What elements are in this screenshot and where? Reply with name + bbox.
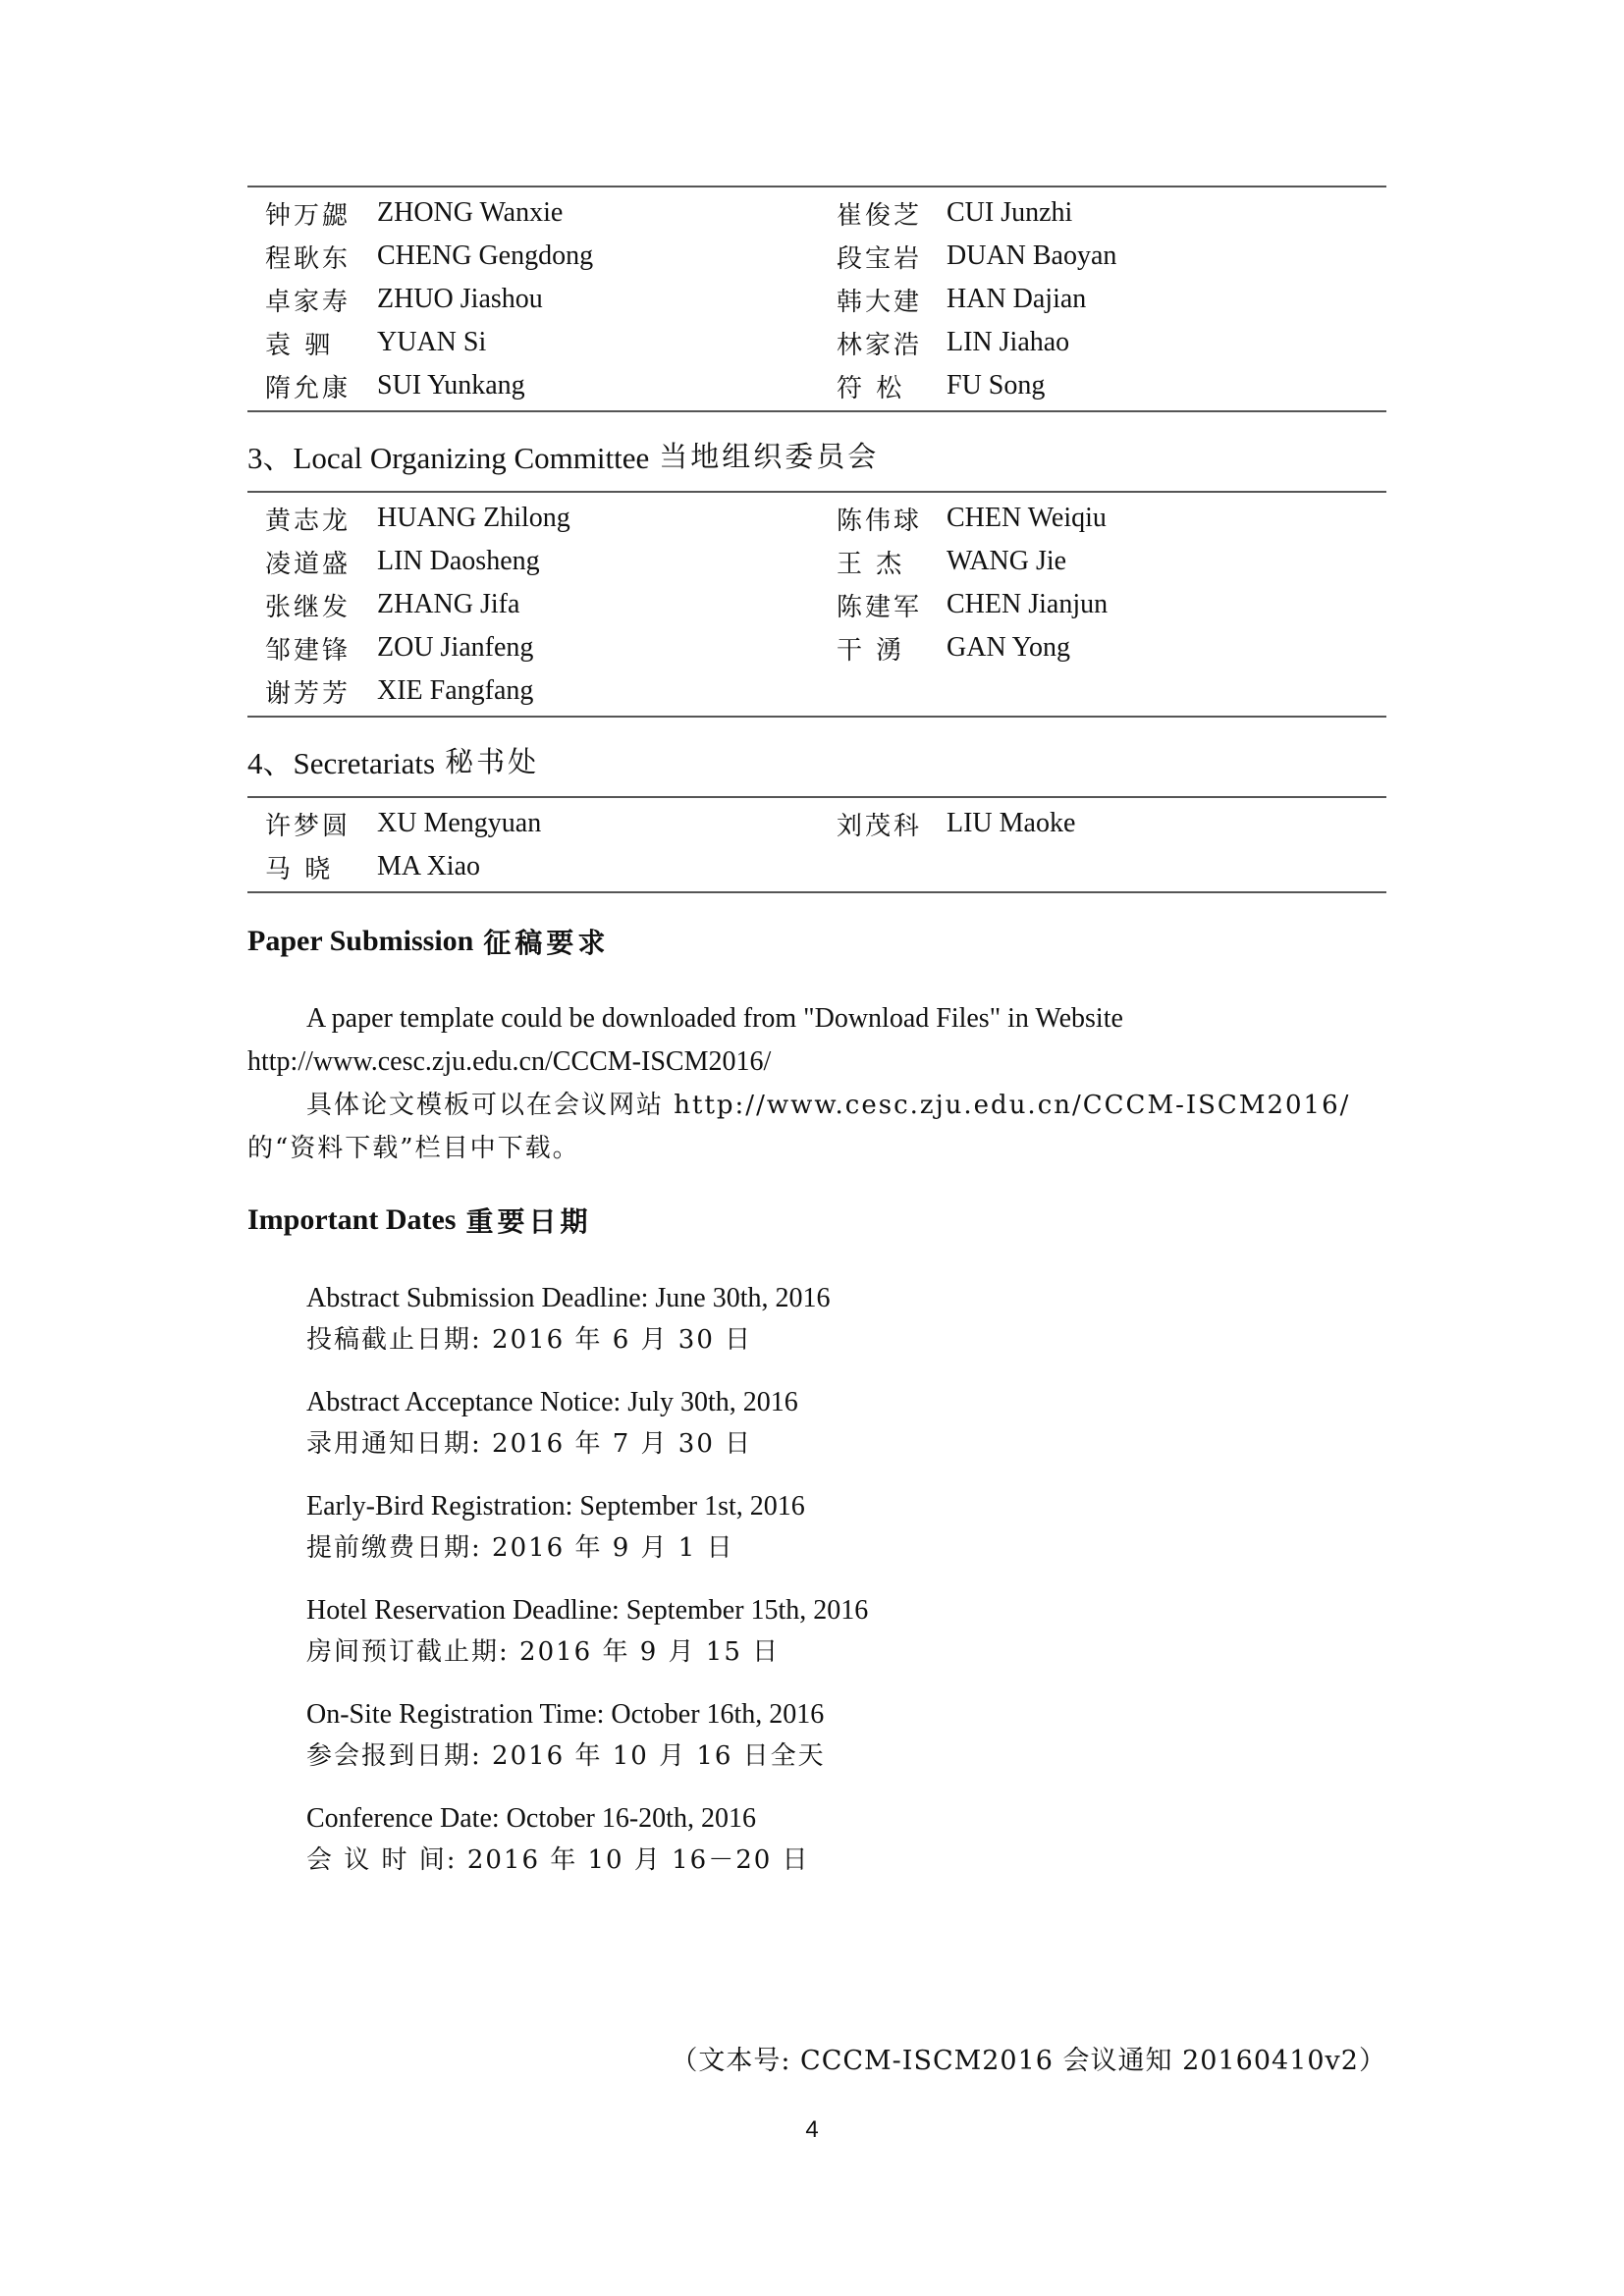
name-cn: 干 湧 bbox=[837, 635, 905, 666]
name-cn: 凌道盛 bbox=[265, 549, 352, 579]
table-row bbox=[247, 364, 1386, 407]
table-row bbox=[247, 278, 1386, 321]
date-item bbox=[247, 1486, 1386, 1569]
paper-submission-heading-en: Paper Submission bbox=[247, 925, 474, 957]
date-item-cn: 参会报到日期: 2016 年 10 月 16 日全天 bbox=[306, 1741, 826, 1771]
name-cn: 韩大建 bbox=[837, 287, 923, 317]
name-en: CHEN Weiqiu bbox=[947, 503, 1107, 533]
name-en: LIU Maoke bbox=[947, 808, 1076, 838]
date-item-en: Early-Bird Registration: September 1st, 2016 bbox=[306, 1491, 805, 1522]
name-en: GAN Yong bbox=[947, 632, 1071, 663]
paper-submission-heading-cn: 征稿要求 bbox=[483, 927, 610, 959]
name-en: WANG Jie bbox=[947, 546, 1067, 576]
name-en: ZHUO Jiashou bbox=[377, 284, 543, 314]
local-committee-heading-cn: 当地组织委员会 bbox=[659, 439, 880, 473]
date-item-cn: 房间预订截止期: 2016 年 9 月 15 日 bbox=[306, 1637, 781, 1667]
name-cn: 钟万勰 bbox=[265, 200, 352, 231]
name-en: CUI Junzhi bbox=[947, 197, 1073, 228]
date-item-en: Abstract Acceptance Notice: July 30th, 2016 bbox=[306, 1387, 798, 1417]
date-item-en: Hotel Reservation Deadline: September 15th, 2016 bbox=[306, 1595, 869, 1626]
name-cn: 陈伟球 bbox=[837, 506, 923, 536]
name-en: YUAN Si bbox=[377, 327, 487, 357]
date-item-en: Abstract Submission Deadline: June 30th, 2016 bbox=[306, 1283, 831, 1313]
local-committee-table bbox=[247, 491, 1386, 718]
name-en: CHEN Jianjun bbox=[947, 589, 1109, 619]
date-item-cn: 会 议 时 间: 2016 年 10 月 16－20 日 bbox=[306, 1845, 810, 1875]
name-en: ZOU Jianfeng bbox=[377, 632, 534, 663]
page-content bbox=[247, 186, 1386, 1902]
name-cn: 符 松 bbox=[837, 373, 905, 403]
paper-submission-cn: 具体论文模板可以在会议网站 http://www.cesc.zju.edu.cn/CCCM-ISCM2016/的“资料下载”栏目中下载。 bbox=[247, 1091, 1351, 1163]
name-cn: 程耿东 bbox=[265, 243, 352, 274]
table-row bbox=[247, 583, 1386, 626]
name-en: ZHANG Jifa bbox=[377, 589, 520, 619]
name-cn: 隋允康 bbox=[265, 373, 352, 403]
secretariats-heading-en: 4、Secretariats bbox=[247, 745, 436, 780]
local-committee-heading bbox=[247, 430, 1386, 479]
name-cn: 卓家寿 bbox=[265, 287, 352, 317]
name-cn: 崔俊芝 bbox=[837, 200, 923, 231]
paper-submission-en-line1: A paper template could be downloaded from "Download Files" in Website bbox=[306, 1003, 1123, 1034]
secretariats-heading-cn: 秘书处 bbox=[445, 744, 540, 778]
name-cn: 陈建军 bbox=[837, 592, 923, 622]
date-item-cn: 提前缴费日期: 2016 年 9 月 1 日 bbox=[306, 1533, 734, 1563]
table-row bbox=[247, 235, 1386, 278]
local-committee-heading-en: 3、Local Organizing Committee bbox=[247, 440, 650, 475]
important-dates-heading-cn: 重要日期 bbox=[465, 1205, 592, 1238]
committee-table bbox=[247, 186, 1386, 412]
paper-submission-url: http://www.cesc.zju.edu.cn/CCCM-ISCM2016/ bbox=[247, 1046, 772, 1077]
name-cn: 张继发 bbox=[265, 592, 352, 622]
name-en: MA Xiao bbox=[377, 851, 480, 881]
name-cn: 袁 驷 bbox=[265, 330, 334, 360]
paper-submission-heading bbox=[247, 917, 1386, 966]
document-number: （文本号: CCCM-ISCM2016 会议通知 20160410v2） bbox=[671, 2046, 1386, 2076]
name-en: DUAN Baoyan bbox=[947, 240, 1117, 271]
name-en: XU Mengyuan bbox=[377, 808, 542, 838]
name-cn: 马 晓 bbox=[265, 854, 334, 884]
name-cn: 段宝岩 bbox=[837, 243, 923, 274]
name-cn: 林家浩 bbox=[837, 330, 923, 360]
table-row bbox=[247, 626, 1386, 669]
table-row bbox=[247, 321, 1386, 364]
name-cn: 谢芳芳 bbox=[265, 678, 352, 709]
name-en: HAN Dajian bbox=[947, 284, 1087, 314]
table-row bbox=[247, 191, 1386, 235]
date-item bbox=[247, 1694, 1386, 1777]
name-cn: 许梦圆 bbox=[265, 811, 352, 841]
name-en: FU Song bbox=[947, 370, 1046, 400]
date-item bbox=[247, 1798, 1386, 1881]
date-item-en: On-Site Registration Time: October 16th, 2016 bbox=[306, 1699, 825, 1730]
name-cn: 黄志龙 bbox=[265, 506, 352, 536]
important-dates-heading-en: Important Dates bbox=[247, 1203, 457, 1236]
name-en: HUANG Zhilong bbox=[377, 503, 570, 533]
page-number: 4 bbox=[805, 2116, 819, 2143]
date-item bbox=[247, 1590, 1386, 1673]
name-en: SUI Yunkang bbox=[377, 370, 525, 400]
name-cn: 邹建锋 bbox=[265, 635, 352, 666]
name-en: XIE Fangfang bbox=[377, 675, 534, 706]
date-item bbox=[247, 1278, 1386, 1361]
name-en: LIN Daosheng bbox=[377, 546, 540, 576]
important-dates-heading bbox=[247, 1196, 1386, 1245]
date-item-cn: 投稿截止日期: 2016 年 6 月 30 日 bbox=[306, 1325, 753, 1355]
secretariats-table bbox=[247, 796, 1386, 893]
name-en: LIN Jiahao bbox=[947, 327, 1070, 357]
table-row bbox=[247, 540, 1386, 583]
name-en: ZHONG Wanxie bbox=[377, 197, 564, 228]
date-item-en: Conference Date: October 16-20th, 2016 bbox=[306, 1803, 756, 1834]
date-item-cn: 录用通知日期: 2016 年 7 月 30 日 bbox=[306, 1429, 753, 1459]
secretariats-heading bbox=[247, 735, 1386, 784]
table-row bbox=[247, 497, 1386, 540]
date-item bbox=[247, 1382, 1386, 1465]
name-en: CHENG Gengdong bbox=[377, 240, 594, 271]
table-row bbox=[247, 669, 1386, 713]
name-cn: 刘茂科 bbox=[837, 811, 923, 841]
table-row bbox=[247, 845, 1386, 888]
table-row bbox=[247, 802, 1386, 845]
important-dates-list bbox=[247, 1278, 1386, 1881]
name-cn: 王 杰 bbox=[837, 549, 905, 579]
